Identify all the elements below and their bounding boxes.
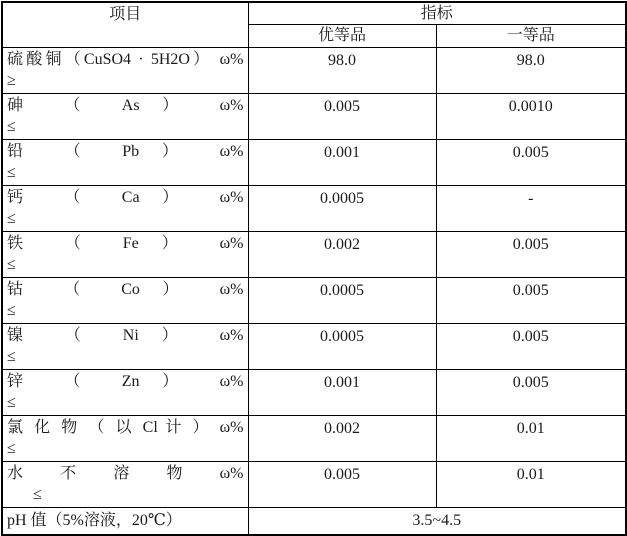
table-row-copper-sulfate <box>2 48 626 94</box>
first-value: 0.005 <box>436 140 626 186</box>
item-constraint: ≤ <box>7 210 16 227</box>
table-row-calcium <box>2 186 626 232</box>
item-cell <box>2 186 248 232</box>
item-constraint: ≥ <box>7 72 16 89</box>
first-value: 98.0 <box>436 48 626 94</box>
first-value: 0.005 <box>436 370 626 416</box>
item-cell <box>2 416 248 462</box>
header-indicator: 指标 <box>248 2 626 25</box>
table-row-water-insoluble <box>2 462 626 508</box>
table-row-chloride <box>2 416 626 462</box>
header-premium-grade: 优等品 <box>248 25 436 48</box>
item-label: 铁 （ Fe ） ω% <box>7 235 244 252</box>
premium-value: 98.0 <box>248 48 436 94</box>
item-constraint: ≤ <box>33 486 42 503</box>
item-label: 钴 （ Co ） ω% <box>7 281 244 298</box>
premium-value: 0.001 <box>248 370 436 416</box>
first-value: - <box>436 186 626 232</box>
item-constraint: ≤ <box>7 440 16 457</box>
item-cell <box>2 94 248 140</box>
table-row-zinc <box>2 370 626 416</box>
table-row-arsenic <box>2 94 626 140</box>
table-row-ph <box>2 508 626 535</box>
item-label: 氯 化 物 （ 以 Cl 计 ） ω% <box>7 419 244 436</box>
item-label: 镍 （ Ni ） ω% <box>7 327 244 344</box>
item-label: 水 不 溶 物 ω% <box>7 465 244 482</box>
first-value: 0.01 <box>436 462 626 508</box>
item-constraint: ≤ <box>7 256 16 273</box>
spec-table <box>1 1 627 536</box>
header-item: 项目 <box>2 2 248 48</box>
ph-label: pH 值（5%溶液，20℃） <box>2 508 248 535</box>
item-constraint: ≤ <box>7 394 16 411</box>
table-row-cobalt <box>2 278 626 324</box>
item-label: 钙 （ Ca ） ω% <box>7 189 244 206</box>
item-cell <box>2 324 248 370</box>
item-cell <box>2 232 248 278</box>
header-first-grade: 一等品 <box>436 25 626 48</box>
first-value: 0.0010 <box>436 94 626 140</box>
premium-value: 0.005 <box>248 462 436 508</box>
premium-value: 0.002 <box>248 416 436 462</box>
premium-value: 0.0005 <box>248 186 436 232</box>
table-row-lead <box>2 140 626 186</box>
premium-value: 0.0005 <box>248 324 436 370</box>
first-value: 0.005 <box>436 278 626 324</box>
table-row-iron <box>2 232 626 278</box>
item-label: 锌 （ Zn ） ω% <box>7 373 244 390</box>
item-cell <box>2 48 248 94</box>
item-label: 硫酸铜（CuSO4 · 5H2O） ω% <box>7 51 244 68</box>
ph-value: 3.5~4.5 <box>248 508 626 535</box>
item-constraint: ≤ <box>7 302 16 319</box>
first-value: 0.005 <box>436 232 626 278</box>
first-value: 0.01 <box>436 416 626 462</box>
premium-value: 0.005 <box>248 94 436 140</box>
item-label: 铅 （ Pb ） ω% <box>7 143 244 160</box>
premium-value: 0.002 <box>248 232 436 278</box>
item-cell <box>2 462 248 508</box>
item-cell <box>2 278 248 324</box>
item-constraint: ≤ <box>7 164 16 181</box>
premium-value: 0.001 <box>248 140 436 186</box>
item-constraint: ≤ <box>7 118 16 135</box>
item-label: 砷 （ As ） ω% <box>7 97 244 114</box>
item-constraint: ≤ <box>7 348 16 365</box>
item-cell <box>2 140 248 186</box>
item-cell <box>2 370 248 416</box>
first-value: 0.005 <box>436 324 626 370</box>
header-row-1 <box>2 2 626 25</box>
premium-value: 0.0005 <box>248 278 436 324</box>
table-row-nickel <box>2 324 626 370</box>
